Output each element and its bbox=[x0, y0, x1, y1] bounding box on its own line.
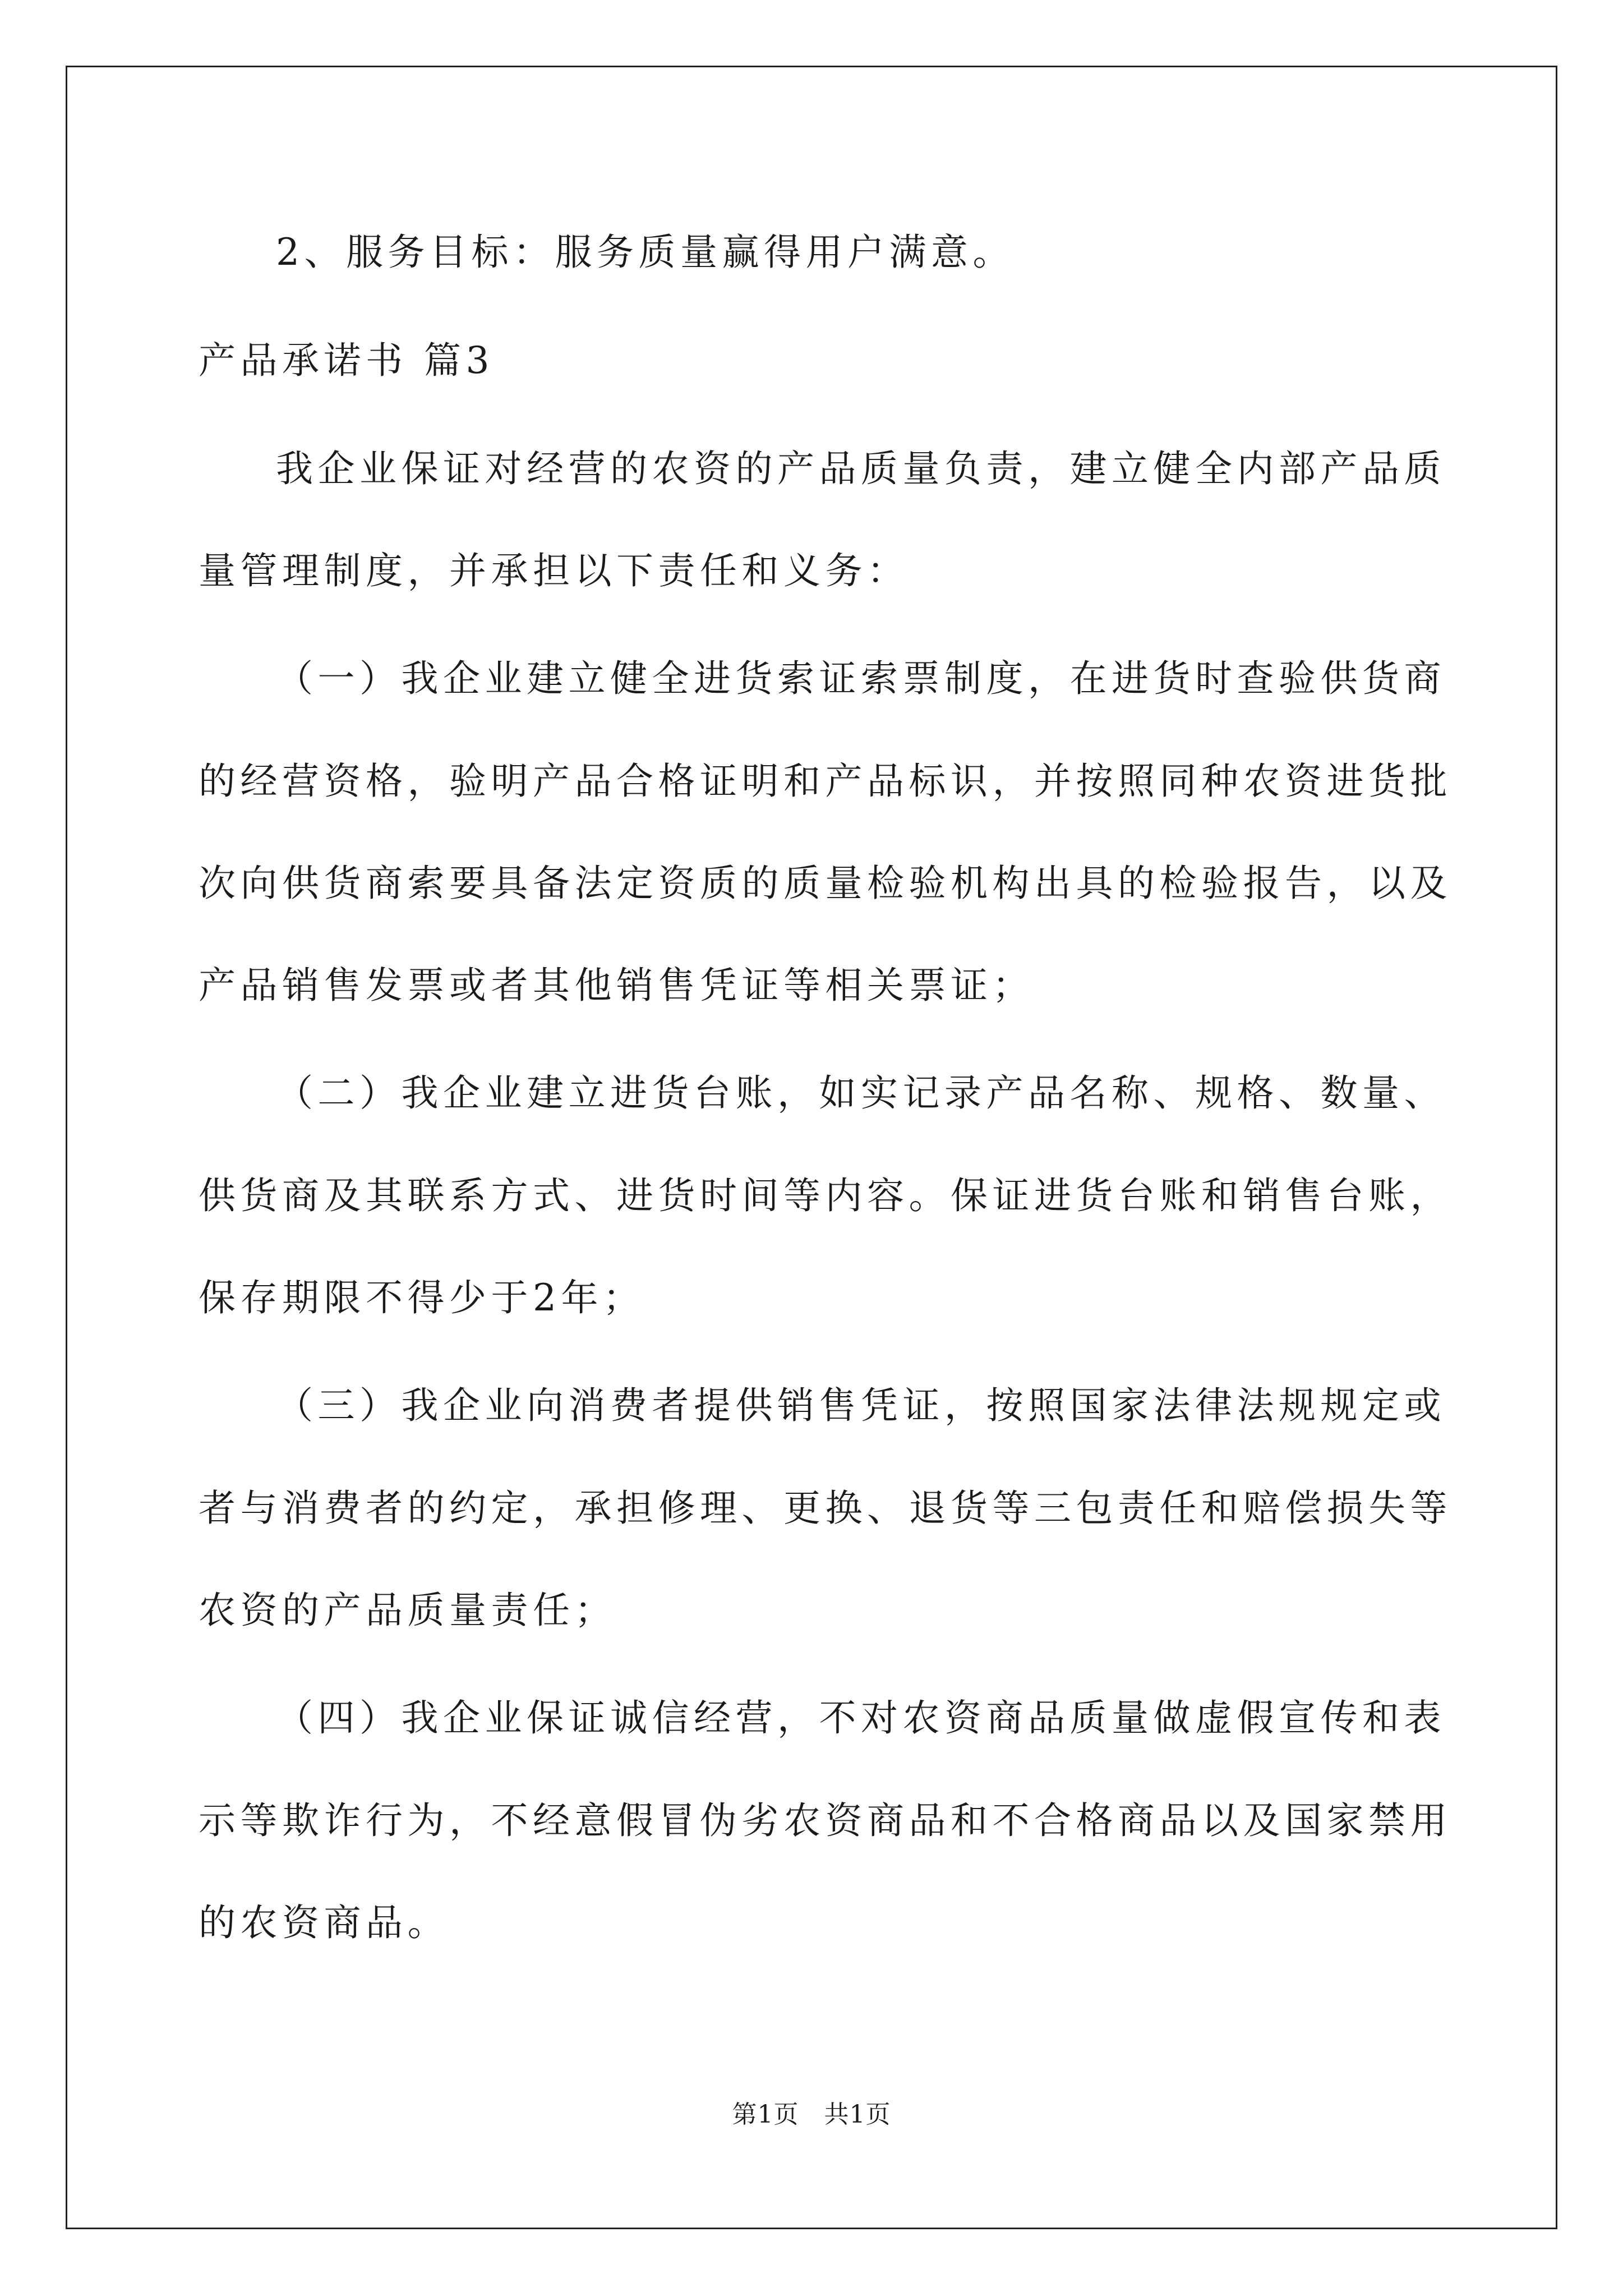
page-footer: 第1页 共1页 bbox=[732, 2100, 891, 2129]
paragraph-4-line-1: （三）我企业向消费者提供销售凭证，按照国家法律法规规定或 bbox=[276, 1384, 1446, 1427]
paragraph-5-line-1: （四）我企业保证诚信经营，不对农资商品质量做虚假宣传和表 bbox=[276, 1696, 1446, 1740]
paragraph-2-line-3: 次向供货商索要具备法定资质的质量检验机构出具的检验报告，以及 bbox=[199, 862, 1452, 905]
paragraph-1-line-1: 我企业保证对经营的农资的产品质量负责，建立健全内部产品质 bbox=[276, 447, 1446, 490]
paragraph-2-line-4: 产品销售发票或者其他销售凭证等相关票证； bbox=[199, 964, 1034, 1007]
section-heading: 产品承诺书 篇3 bbox=[199, 339, 494, 382]
paragraph-5-line-2: 示等欺诈行为，不经意假冒伪劣农资商品和不合格商品以及国家禁用 bbox=[199, 1799, 1452, 1842]
paragraph-1-line-2: 量管理制度，并承担以下责任和义务： bbox=[199, 549, 909, 592]
paragraph-4-line-2: 者与消费者的约定，承担修理、更换、退货等三包责任和赔偿损失等 bbox=[199, 1487, 1452, 1530]
paragraph-3-line-3: 保存期限不得少于2年； bbox=[199, 1276, 645, 1319]
paragraph-5-line-3: 的农资商品。 bbox=[199, 1901, 449, 1944]
paragraph-4-line-3: 农资的产品质量责任； bbox=[199, 1589, 616, 1632]
service-goal-line: 2、服务目标：服务质量赢得用户满意。 bbox=[276, 231, 1015, 274]
paragraph-3-line-1: （二）我企业建立进货台账，如实记录产品名称、规格、数量、 bbox=[276, 1071, 1446, 1115]
paragraph-3-line-2: 供货商及其联系方式、进货时间等内容。保证进货台账和销售台账， bbox=[199, 1174, 1452, 1217]
paragraph-2-line-1: （一）我企业建立健全进货索证索票制度，在进货时查验供货商 bbox=[276, 657, 1446, 700]
paragraph-2-line-2: 的经营资格，验明产品合格证明和产品标识，并按照同种农资进货批 bbox=[199, 760, 1452, 803]
